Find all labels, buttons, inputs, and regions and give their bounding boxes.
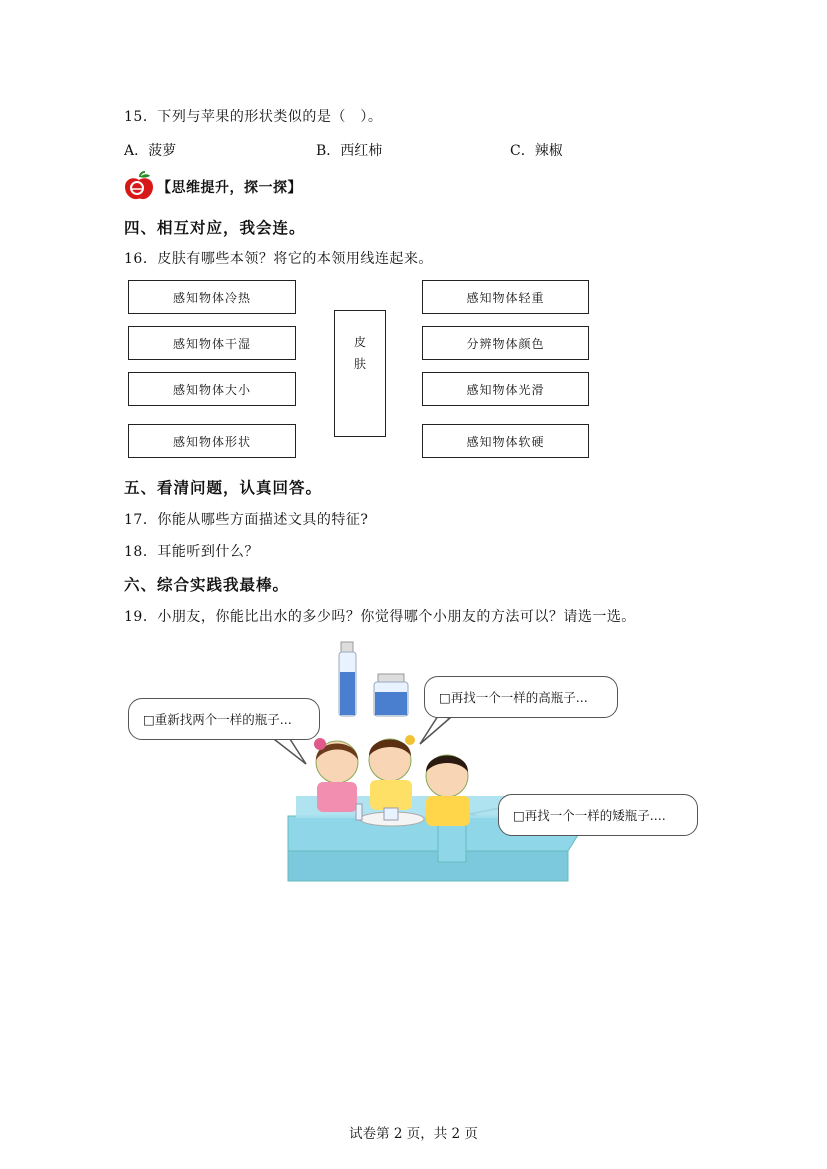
speech-bubble-left[interactable]: □重新找两个一样的瓶子... — [128, 698, 320, 740]
center-char-1: 皮 — [353, 335, 366, 349]
option-a[interactable]: A．菠萝 — [124, 143, 177, 159]
center-char-2: 肤 — [353, 357, 366, 371]
option-c[interactable]: C．辣椒 — [510, 143, 563, 159]
left-box-1[interactable]: 感知物体冷热 — [128, 280, 296, 314]
question-17: 17．你能从哪些方面描述文具的特征? — [124, 512, 369, 528]
speech-bubble-top-right[interactable]: □再找一个一样的高瓶子... — [424, 676, 618, 718]
question-15: 15．下列与苹果的形状类似的是（ ）。 — [124, 109, 383, 125]
speech-bubble-bottom-right[interactable]: □再找一个一样的矮瓶子.... — [498, 794, 698, 836]
option-b[interactable]: B．西红柿 — [316, 143, 383, 159]
section-5-heading: 五、看清问题，认真回答。 — [124, 479, 323, 497]
right-box-1[interactable]: 感知物体轻重 — [422, 280, 589, 314]
page-footer: 试卷第 2 页，共 2 页 — [349, 1126, 478, 1142]
section-4-heading: 四、相互对应，我会连。 — [124, 219, 306, 237]
left-box-3[interactable]: 感知物体大小 — [128, 372, 296, 406]
question-18: 18．耳能听到什么？ — [124, 544, 259, 560]
apple-icon — [122, 171, 156, 201]
left-box-4[interactable]: 感知物体形状 — [128, 424, 296, 458]
illustration-kids-water — [120, 636, 710, 886]
question-19: 19．小朋友，你能比出水的多少吗？你觉得哪个小朋友的方法可以？请选一选。 — [124, 609, 636, 625]
left-box-2[interactable]: 感知物体干湿 — [128, 326, 296, 360]
right-box-4[interactable]: 感知物体软硬 — [422, 424, 589, 458]
right-box-2[interactable]: 分辨物体颜色 — [422, 326, 589, 360]
right-box-3[interactable]: 感知物体光滑 — [422, 372, 589, 406]
question-16: 16．皮肤有哪些本领？将它的本领用线连起来。 — [124, 251, 433, 267]
center-box-skin[interactable] — [334, 310, 386, 437]
banner-title: 【思维提升，探一探】 — [157, 180, 302, 196]
section-6-heading: 六、综合实践我最棒。 — [124, 576, 290, 594]
